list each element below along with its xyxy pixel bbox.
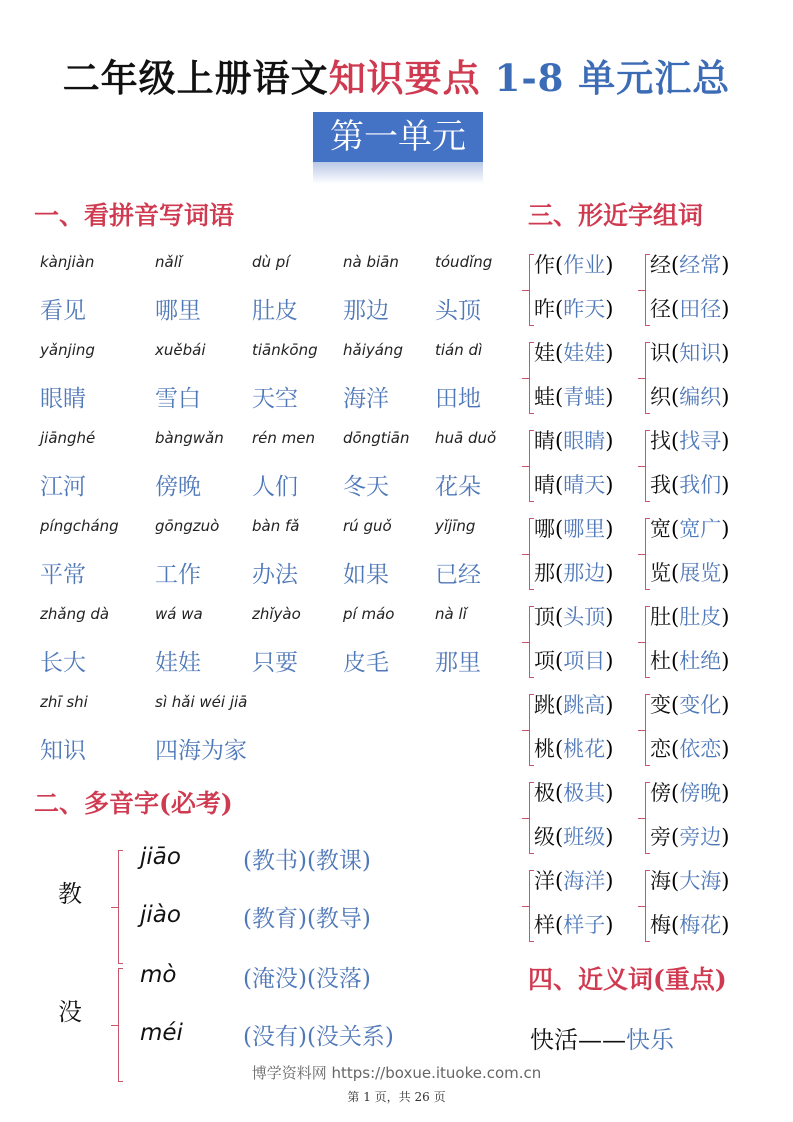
word: 傍晚 (155, 474, 201, 500)
char: 那 (534, 561, 555, 585)
word: 花朵 (435, 474, 481, 500)
char-group: 织(编织) (650, 385, 730, 409)
unit-label: 第一单元 (313, 112, 483, 162)
char-group: 昨(昨天) (534, 297, 614, 321)
char-group: 洋(海洋) (534, 869, 614, 893)
word: 皮毛 (343, 650, 389, 676)
char-word: 依恋 (679, 737, 722, 761)
char: 级 (534, 825, 555, 849)
pinyin: gōngzuò (155, 517, 220, 535)
word: 雪白 (155, 386, 201, 412)
char-word: 展览 (679, 561, 722, 585)
pinyin: kànjiàn (40, 253, 95, 271)
unit-label-reflection (313, 162, 483, 184)
pinyin: tiānkōng (252, 341, 318, 359)
reading-words: (淹没)(没落) (243, 966, 371, 992)
char: 哪 (534, 517, 555, 541)
char: 洋 (534, 869, 555, 893)
pinyin: nǎlǐ (155, 253, 183, 271)
word: 眼睛 (40, 386, 86, 412)
char-word: 经常 (679, 253, 722, 277)
char-word: 头顶 (563, 605, 606, 629)
char: 杜 (650, 649, 671, 673)
word: 肚皮 (252, 298, 298, 324)
pinyin: yǎnjing (40, 341, 95, 359)
word: 已经 (435, 562, 481, 588)
char-group: 跳(跳高) (534, 693, 614, 717)
char-group: 作(作业) (534, 253, 614, 277)
char-group: 睛(眼睛) (534, 429, 614, 453)
char-group: 变(变化) (650, 693, 730, 717)
reading-pinyin: mò (140, 962, 177, 988)
char-word: 宽广 (679, 517, 722, 541)
word: 冬天 (343, 474, 389, 500)
char-group: 杜(杜绝) (650, 649, 730, 673)
char-group: 经(经常) (650, 253, 730, 277)
char: 蛙 (534, 385, 555, 409)
pinyin: nà biān (343, 253, 399, 271)
watermark: 博学资料网 https://boxue.ituoke.com.cn (251, 1064, 542, 1082)
section4-heading: 四、近义词(重点) (528, 965, 727, 994)
char-group: 样(样子) (534, 913, 614, 937)
char: 宽 (650, 517, 671, 541)
char-group: 娃(娃娃) (534, 341, 614, 365)
section1-heading: 一、看拼音写词语 (34, 201, 235, 230)
char: 娃 (534, 341, 555, 365)
page-number: 第 1 页，共 26 页 (347, 1090, 446, 1104)
polyphone-char: 没 (58, 998, 82, 1026)
char-group: 项(项目) (534, 649, 614, 673)
word: 如果 (343, 562, 389, 588)
char: 项 (534, 649, 555, 673)
char-group: 晴(晴天) (534, 473, 614, 497)
char-word: 青蛙 (563, 385, 606, 409)
char-group: 顶(头顶) (534, 605, 614, 629)
pinyin: dōngtiān (343, 429, 410, 447)
char: 织 (650, 385, 671, 409)
char-group: 旁(旁边) (650, 825, 730, 849)
char: 睛 (534, 429, 555, 453)
synonym-pair: 快活——快乐 (530, 1026, 674, 1054)
char-word: 傍晚 (679, 781, 722, 805)
char-word: 梅花 (679, 913, 722, 937)
char-word: 编织 (679, 385, 722, 409)
char: 晴 (534, 473, 555, 497)
word: 那边 (343, 298, 389, 324)
char-group: 那(那边) (534, 561, 614, 585)
word: 田地 (435, 386, 481, 412)
polyphone-char: 教 (58, 880, 82, 908)
char: 跳 (534, 693, 555, 717)
char: 我 (650, 473, 671, 497)
pinyin: zhǐyào (252, 605, 301, 623)
char-word: 田径 (679, 297, 722, 321)
char: 海 (650, 869, 671, 893)
char-word: 知识 (679, 341, 722, 365)
char: 找 (650, 429, 671, 453)
pinyin: rú guǒ (343, 517, 392, 535)
pinyin: zhī shi (40, 693, 88, 711)
reading-pinyin: jiào (140, 902, 181, 928)
char: 肚 (650, 605, 671, 629)
pinyin: huā duǒ (435, 429, 497, 447)
pinyin: jiānghé (40, 429, 96, 447)
pinyin: rén men (252, 429, 316, 447)
pinyin: xuěbái (155, 341, 206, 359)
pinyin: bàn fǎ (252, 517, 300, 535)
char: 径 (650, 297, 671, 321)
pinyin: yǐjīng (435, 517, 476, 535)
char-word: 我们 (679, 473, 722, 497)
char: 昨 (534, 297, 555, 321)
word: 江河 (40, 474, 86, 500)
char: 览 (650, 561, 671, 585)
section2-heading: 二、多音字(必考) (34, 789, 233, 818)
pinyin: wá wa (155, 605, 203, 623)
word: 办法 (252, 562, 298, 588)
pinyin: tián dì (435, 341, 483, 359)
char: 桃 (534, 737, 555, 761)
pinyin: bàngwǎn (155, 429, 224, 447)
word: 知识 (40, 738, 86, 764)
char-group: 傍(傍晚) (650, 781, 730, 805)
char-group: 桃(桃花) (534, 737, 614, 761)
char-group: 找(找寻) (650, 429, 730, 453)
char-word: 晴天 (563, 473, 606, 497)
char-word: 桃花 (563, 737, 606, 761)
char-word: 杜绝 (679, 649, 722, 673)
word: 头顶 (435, 298, 481, 324)
char-group: 海(大海) (650, 869, 730, 893)
char-word: 项目 (563, 649, 606, 673)
char-group: 宽(宽广) (650, 517, 730, 541)
word: 海洋 (343, 386, 389, 412)
char-group: 径(田径) (650, 297, 730, 321)
char: 旁 (650, 825, 671, 849)
reading-pinyin: jiāo (140, 844, 181, 870)
char-group: 蛙(青蛙) (534, 385, 614, 409)
char-group: 我(我们) (650, 473, 730, 497)
pinyin: píngcháng (40, 517, 119, 535)
char-group: 级(班级) (534, 825, 614, 849)
char: 变 (650, 693, 671, 717)
char-group: 览(展览) (650, 561, 730, 585)
char-word: 跳高 (563, 693, 606, 717)
char: 作 (534, 253, 555, 277)
reading-words: (教书)(教课) (243, 848, 371, 874)
char-word: 那边 (563, 561, 606, 585)
word: 四海为家 (155, 738, 247, 764)
char-group: 哪(哪里) (534, 517, 614, 541)
char-group: 恋(依恋) (650, 737, 730, 761)
word: 只要 (252, 650, 298, 676)
bracket (118, 850, 123, 964)
pinyin: pí máo (343, 605, 395, 623)
char-word: 大海 (679, 869, 722, 893)
char-word: 作业 (563, 253, 606, 277)
char: 识 (650, 341, 671, 365)
char-word: 班级 (563, 825, 606, 849)
char: 经 (650, 253, 671, 277)
char: 傍 (650, 781, 671, 805)
char: 恋 (650, 737, 671, 761)
reading-words: (教育)(教导) (243, 906, 371, 932)
word: 长大 (40, 650, 86, 676)
word: 哪里 (155, 298, 201, 324)
char-word: 海洋 (563, 869, 606, 893)
char-word: 哪里 (563, 517, 606, 541)
char-group: 极(极其) (534, 781, 614, 805)
section3-heading: 三、形近字组词 (528, 201, 704, 230)
pinyin: tóudǐng (435, 253, 493, 271)
pinyin: dù pí (252, 253, 290, 271)
pinyin: nà lǐ (435, 605, 467, 623)
char-word: 娃娃 (563, 341, 606, 365)
word: 天空 (252, 386, 298, 412)
char-group: 识(知识) (650, 341, 730, 365)
word: 平常 (40, 562, 86, 588)
char: 样 (534, 913, 555, 937)
char-word: 昨天 (563, 297, 606, 321)
char-word: 极其 (563, 781, 606, 805)
word: 那里 (435, 650, 481, 676)
reading-pinyin: méi (140, 1020, 183, 1046)
char-word: 眼睛 (563, 429, 606, 453)
word: 娃娃 (155, 650, 201, 676)
pinyin: zhǎng dà (40, 605, 110, 623)
char-group: 梅(梅花) (650, 913, 730, 937)
char: 顶 (534, 605, 555, 629)
char: 梅 (650, 913, 671, 937)
pinyin: hǎiyáng (343, 341, 403, 359)
char-word: 旁边 (679, 825, 722, 849)
reading-words: (没有)(没关系) (243, 1024, 394, 1050)
word: 看见 (40, 298, 86, 324)
char-word: 找寻 (679, 429, 722, 453)
word: 工作 (155, 562, 201, 588)
word: 人们 (252, 474, 298, 500)
char-word: 变化 (679, 693, 722, 717)
pinyin: sì hǎi wéi jiā (155, 693, 248, 711)
char-word: 肚皮 (679, 605, 722, 629)
char-group: 肚(肚皮) (650, 605, 730, 629)
char-word: 样子 (563, 913, 606, 937)
page-title: 二年级上册语文知识要点 1-8 单元汇总 (62, 56, 731, 100)
char: 极 (534, 781, 555, 805)
